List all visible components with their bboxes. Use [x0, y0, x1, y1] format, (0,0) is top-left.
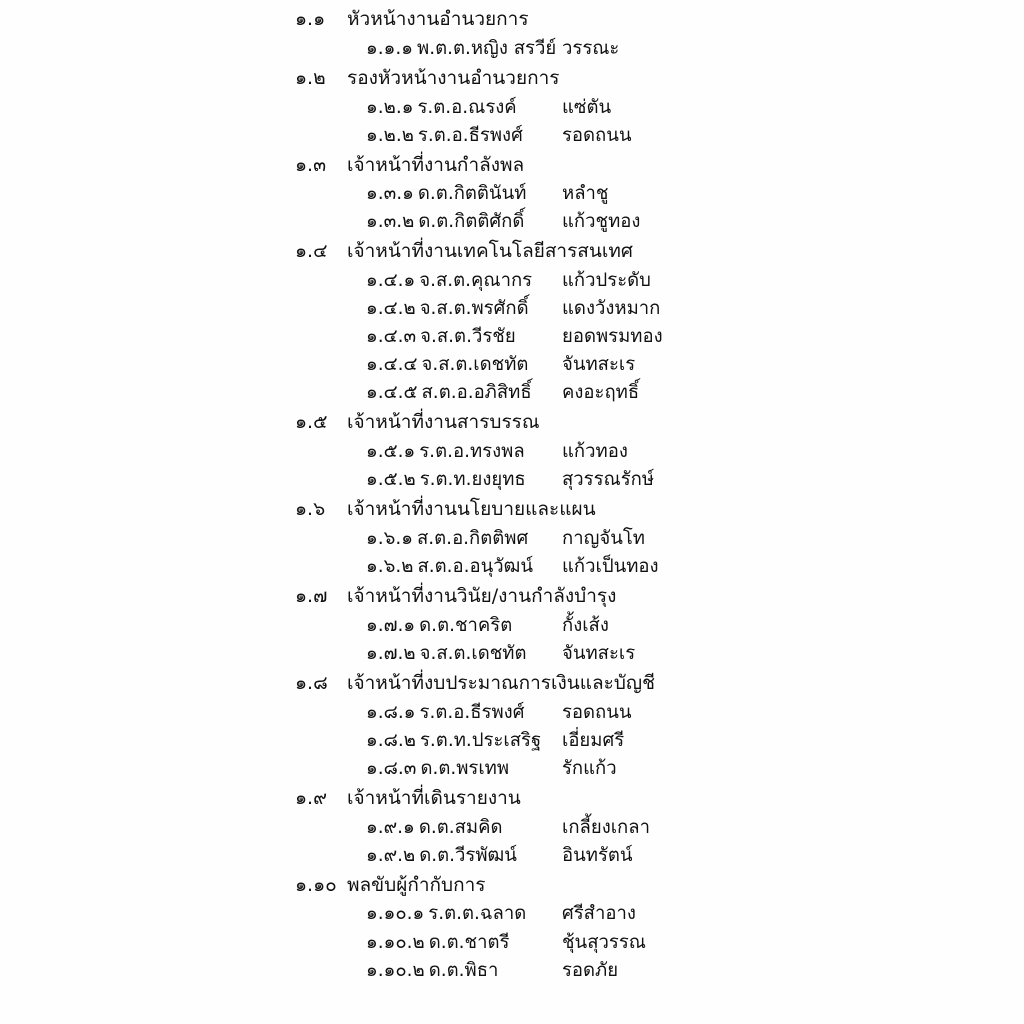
entry-rank-name: ส.ต.อ.กิตติพศ	[417, 528, 529, 550]
entry-row	[0, 699, 1024, 727]
entry-rank-name: จ.ส.ต.วีรชัย	[420, 326, 516, 348]
entry-number-and-name	[0, 297, 562, 321]
entry-number-and-name	[0, 614, 562, 638]
entry-row	[0, 553, 1024, 581]
entry-number-and-name	[0, 381, 562, 405]
entry-surname: แดงวังหมาก	[562, 298, 661, 320]
entry-surname: แก้วประดับ	[562, 270, 651, 292]
section-number: ๑.๙	[295, 786, 328, 809]
entry-surname: ศรีสำอาง	[562, 903, 636, 925]
section-number: ๑.๒	[295, 66, 326, 89]
document-section	[0, 494, 1024, 581]
entry-rank-name: จ.ส.ต.พรศักดิ์	[419, 298, 529, 320]
entry-row	[0, 180, 1024, 208]
section-title: เจ้าหน้าที่งานวินัย/งานกำลังบำรุง	[347, 585, 617, 608]
entry-number-and-name	[0, 440, 562, 464]
entry-row	[0, 323, 1024, 351]
entry-surname: กาญจันโท	[562, 528, 645, 550]
entry-row	[0, 957, 1024, 985]
entry-rank-name: ด.ต.พิธา	[428, 959, 499, 981]
entry-number-and-name	[0, 844, 562, 868]
entry-number-and-name	[0, 931, 562, 955]
entry-number-and-name	[0, 959, 562, 983]
entry-number: ๑.๔.๔	[366, 354, 418, 376]
entry-number: ๑.๒.๑	[366, 96, 414, 118]
entry-number-and-name	[0, 816, 562, 840]
entry-number-and-name	[0, 269, 562, 293]
entry-surname: เอี่ยมศรี	[562, 729, 625, 751]
section-number: ๑.๑๐	[295, 873, 337, 896]
entry-row	[0, 900, 1024, 928]
entry-surname: แก้วเป็นทอง	[562, 556, 659, 578]
entry-surname: รักแก้ว	[562, 757, 617, 779]
entry-row	[0, 94, 1024, 122]
section-title: เจ้าหน้าที่เดินรายงาน	[347, 786, 521, 809]
entry-number-and-name	[0, 124, 562, 148]
section-heading	[0, 4, 1024, 35]
entry-rank-name: ด.ต.สมคิด	[418, 816, 503, 838]
section-title: หัวหน้างานอำนวยการ	[347, 8, 529, 30]
entry-number-and-name	[0, 210, 562, 234]
entry-surname: ยอดพรมทอง	[562, 326, 663, 348]
section-heading	[0, 63, 1024, 94]
entry-row	[0, 525, 1024, 553]
entry-surname: เกลี้ยงเกลา	[562, 816, 650, 838]
entry-rank-name: พ.ต.ต.หญิง สรวีย์	[417, 37, 557, 59]
section-heading	[0, 870, 1024, 901]
document-section	[0, 63, 1024, 150]
entry-number: ๑.๑๐.๑	[366, 903, 425, 925]
section-title: รองหัวหน้างานอำนวยการ	[347, 66, 560, 89]
entry-number: ๑.๕.๒	[366, 469, 416, 491]
entry-number: ๑.๖.๒	[366, 556, 414, 578]
entry-number: ๑.๙.๒	[366, 844, 416, 866]
entry-number: ๑.๔.๕	[366, 382, 418, 404]
section-heading	[0, 407, 1024, 438]
entry-rank-name: ร.ต.อ.ทรงพล	[419, 441, 525, 463]
entry-surname: ชุ้นสุวรรณ	[562, 931, 646, 953]
document-section	[0, 668, 1024, 783]
entry-number: ๑.๕.๑	[366, 441, 416, 463]
entry-row	[0, 929, 1024, 957]
entry-row	[0, 842, 1024, 870]
document-section	[0, 236, 1024, 407]
entry-number: ๑.๘.๓	[366, 757, 417, 779]
entry-surname: แก้วทอง	[562, 441, 628, 463]
entry-surname: จันทสะเร	[562, 354, 636, 376]
section-number: ๑.๕	[295, 411, 328, 434]
entry-number-and-name	[0, 182, 562, 206]
entry-number: ๑.๙.๑	[366, 816, 415, 838]
section-number: ๑.๘	[295, 672, 328, 694]
entry-number-and-name	[0, 527, 562, 551]
entry-rank-name: ร.ต.อ.ณรงค์	[417, 96, 517, 118]
entry-number-and-name	[0, 701, 562, 725]
entry-rank-name: ร.ต.ท.ประเสริฐ	[419, 729, 542, 751]
section-title: เจ้าหน้าที่งานเทคโนโลยีสารสนเทศ	[347, 240, 633, 263]
entry-number-and-name	[0, 96, 562, 120]
entry-number: ๑.๘.๒	[366, 729, 416, 751]
document-section	[0, 150, 1024, 237]
entry-number-and-name	[0, 902, 562, 926]
entry-rank-name: ด.ต.วีรพัฒน์	[419, 844, 517, 866]
entry-number: ๑.๒.๒	[366, 124, 414, 146]
entry-surname: สุวรรณรักษ์	[562, 469, 655, 491]
entry-surname: แซ่ตัน	[562, 96, 612, 118]
entry-number: ๑.๑๐.๒	[366, 931, 425, 953]
entry-rank-name: จ.ส.ต.เดชทัต	[421, 354, 529, 376]
section-number: ๑.๓	[295, 153, 327, 176]
entry-number-and-name	[0, 468, 562, 492]
entry-surname: วรรณะ	[562, 37, 620, 59]
entry-surname: จันทสะเร	[562, 642, 636, 664]
entry-row	[0, 122, 1024, 150]
entry-number: ๑.๑.๑	[366, 37, 413, 59]
entry-row	[0, 612, 1024, 640]
entry-row	[0, 640, 1024, 668]
section-title: เจ้าหน้าที่งานสารบรรณ	[347, 411, 540, 434]
section-title: พลขับผู้กำกับการ	[347, 873, 486, 896]
entry-number-and-name	[0, 555, 562, 579]
entry-rank-name: ร.ต.ท.ยงยุทธ	[419, 469, 526, 491]
entry-rank-name: ร.ต.อ.ธีรพงศ์	[417, 124, 523, 146]
entry-row	[0, 755, 1024, 783]
section-number: ๑.๗	[295, 585, 328, 608]
entry-rank-name: ร.ต.ต.ฉลาด	[428, 903, 527, 925]
entry-row	[0, 208, 1024, 236]
entry-row	[0, 727, 1024, 755]
entry-number: ๑.๖.๑	[366, 528, 413, 550]
entry-number-and-name	[0, 757, 562, 781]
section-title: เจ้าหน้าที่งบประมาณการเงินและบัญชี	[347, 672, 656, 694]
document-section	[0, 870, 1024, 985]
entry-row	[0, 466, 1024, 494]
entry-rank-name: ร.ต.อ.ธีรพงศ์	[419, 701, 525, 723]
entry-rank-name: ด.ต.กิตติศักดิ์	[418, 211, 525, 233]
entry-rank-name: ส.ต.อ.อภิสิทธิ์	[421, 382, 532, 404]
entry-number: ๑.๘.๑	[366, 701, 416, 723]
section-title: เจ้าหน้าที่งานกำลังพล	[347, 153, 525, 176]
entry-surname: รอดภัย	[562, 959, 619, 981]
entry-number-and-name	[0, 729, 562, 753]
entry-surname: รอดถนน	[562, 701, 632, 723]
entry-row	[0, 35, 1024, 63]
entry-row	[0, 295, 1024, 323]
entry-row	[0, 379, 1024, 407]
entry-rank-name: ด.ต.ชาตรี	[428, 931, 510, 953]
entry-number: ๑.๔.๓	[366, 326, 417, 348]
section-heading	[0, 668, 1024, 699]
entry-number-and-name	[0, 325, 562, 349]
entry-surname: หลำชู	[562, 183, 609, 205]
section-heading	[0, 236, 1024, 267]
section-number: ๑.๖	[295, 498, 326, 521]
document-section	[0, 407, 1024, 494]
entry-number: ๑.๔.๒	[366, 298, 416, 320]
entry-surname: รอดถนน	[562, 124, 632, 146]
document-section	[0, 783, 1024, 870]
section-heading	[0, 150, 1024, 181]
section-heading	[0, 581, 1024, 612]
entry-row	[0, 351, 1024, 379]
entry-number: ๑.๑๐.๒	[366, 959, 425, 981]
section-number: ๑.๑	[295, 8, 326, 30]
entry-number: ๑.๗.๑	[366, 614, 416, 636]
entry-surname: กั้งเส้ง	[562, 614, 609, 636]
entry-surname: อินทรัตน์	[562, 844, 633, 866]
section-heading	[0, 494, 1024, 525]
entry-number-and-name	[0, 642, 562, 666]
entry-surname: คงอะฤทธิ์	[562, 382, 640, 404]
entry-number: ๑.๓.๒	[366, 211, 415, 233]
section-title: เจ้าหน้าที่งานนโยบายและแผน	[347, 498, 596, 521]
entry-number: ๑.๗.๒	[366, 642, 416, 664]
entry-row	[0, 438, 1024, 466]
entry-rank-name: ด.ต.พรเทพ	[420, 757, 510, 779]
entry-surname: แก้วชูทอง	[562, 211, 641, 233]
entry-row	[0, 267, 1024, 295]
entry-number-and-name	[0, 37, 562, 61]
entry-row	[0, 814, 1024, 842]
entry-number-and-name	[0, 353, 562, 377]
entry-rank-name: จ.ส.ต.เดชทัต	[419, 642, 527, 664]
entry-rank-name: ด.ต.ชาคริต	[419, 614, 513, 636]
document-section	[0, 4, 1024, 63]
entry-number: ๑.๔.๑	[366, 270, 416, 292]
section-number: ๑.๔	[295, 240, 328, 263]
entry-rank-name: จ.ส.ต.คุณากร	[419, 270, 533, 292]
entry-rank-name: ส.ต.อ.อนุวัฒน์	[417, 556, 534, 578]
entry-rank-name: ด.ต.กิตตินันท์	[417, 183, 527, 205]
document-body	[0, 4, 1024, 985]
entry-number: ๑.๓.๑	[366, 183, 414, 205]
document-section	[0, 581, 1024, 668]
section-heading	[0, 783, 1024, 814]
